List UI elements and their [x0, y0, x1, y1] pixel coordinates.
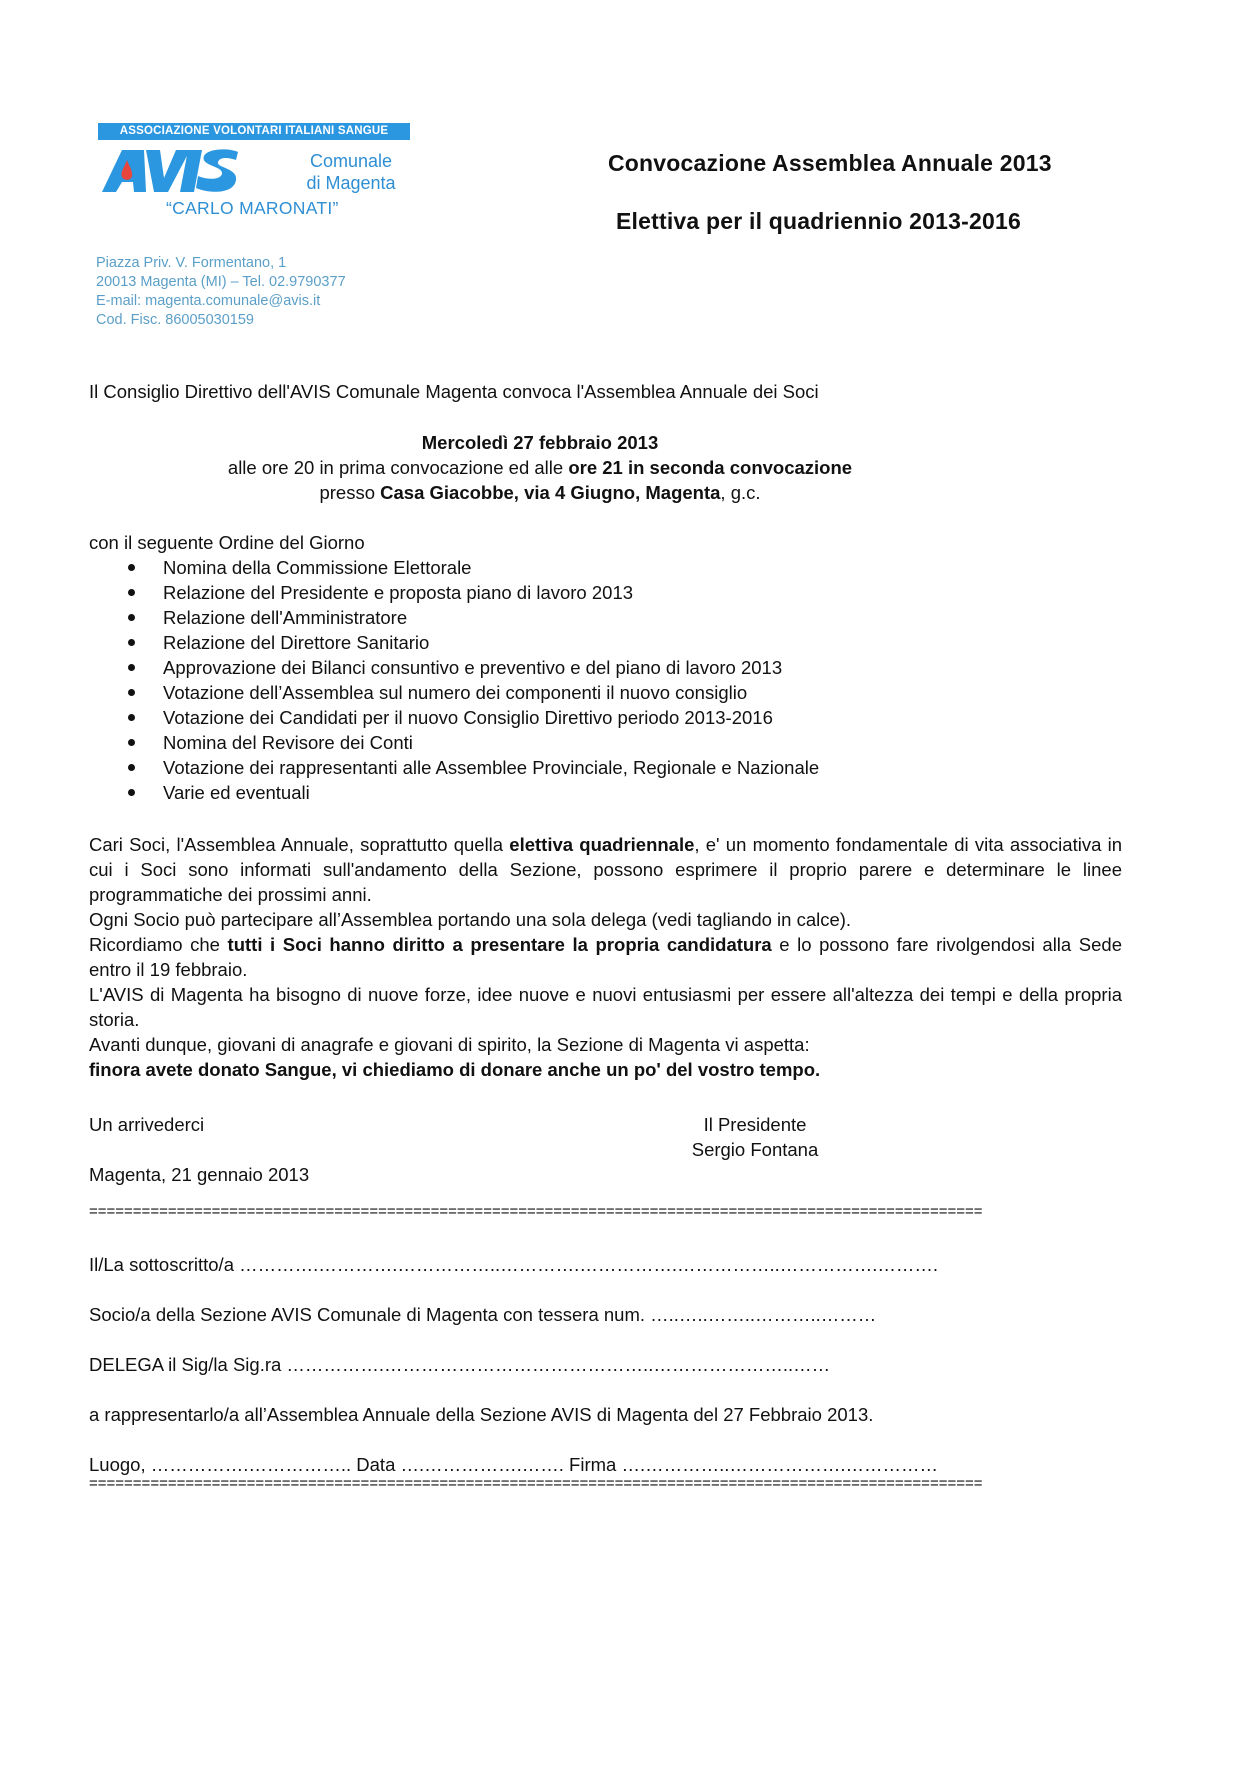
- paragraph-invitation: Avanti dunque, giovani di anagrafe e giovani di spirito, la Sezione di Magenta vi aspetta:: [89, 1034, 810, 1055]
- document-title: Convocazione Assemblea Annuale 2013: [608, 150, 1052, 176]
- meeting-place: presso Casa Giacobbe, via 4 Giugno, Magenta, g.c.: [319, 482, 761, 503]
- meeting-details: [200, 430, 880, 505]
- paragraph-assembly: Cari Soci, l'Assemblea Annuale, soprattutto quella elettiva quadriennale, e' un momento fondamentale di vita associativa in cui i Soci sono informati sull'andamento della Sezione, possono esprimere il proprio parere e determinare le linee programmatiche dei prossimi anni.: [89, 834, 1122, 905]
- bullet-icon: [128, 639, 135, 646]
- bullet-icon: [128, 739, 135, 746]
- bullet-icon: [128, 564, 135, 571]
- bullet-icon: [128, 789, 135, 796]
- address-block: [96, 254, 346, 330]
- bullet-icon: [128, 714, 135, 721]
- agenda-list: [89, 555, 819, 805]
- bullet-icon: [128, 589, 135, 596]
- form-place-date-signature-field[interactable]: Luogo, …………….…………….. Data ….…………….……. Firma ….…………..……………….……………: [89, 1454, 939, 1475]
- agenda-item: Votazione dell’Assemblea sul numero dei componenti il nuovo consiglio: [89, 680, 819, 705]
- form-undersigned-field[interactable]: Il/La sottoscritto/a ………….………….……………..………….…………….……………..…………….……….: [89, 1254, 939, 1275]
- agenda-item: Nomina del Revisore dei Conti: [89, 730, 819, 755]
- paragraph-candidacy: Ricordiamo che tutti i Soci hanno diritto a presentare la propria candidatura e lo possono fare rivolgendosi alla Sede entro il 19 febbraio.: [89, 934, 1122, 980]
- form-delegate-field[interactable]: DELEGA il Sig/la Sig.ra …………….……………………………………..…………………..……: [89, 1354, 831, 1375]
- document-subtitle: Elettiva per il quadriennio 2013-2016: [616, 208, 1021, 234]
- paragraph-closing-appeal: finora avete donato Sangue, vi chiediamo di donare anche un po' del vostro tempo.: [89, 1059, 821, 1080]
- agenda-item: Varie ed eventuali: [89, 780, 819, 805]
- agenda-item: Approvazione dei Bilanci consuntivo e preventivo e del piano di lavoro 2013: [89, 655, 819, 680]
- logo-comunale: Comunale di Magenta: [306, 151, 396, 193]
- letter-body: [89, 832, 1122, 1082]
- address-email[interactable]: E-mail: magenta.comunale@avis.it: [96, 293, 321, 309]
- agenda-intro: con il seguente Ordine del Giorno: [89, 532, 365, 553]
- signature-block: [660, 1112, 850, 1162]
- intro-text: Il Consiglio Direttivo dell'AVIS Comunale Magenta convoca l'Assemblea Annuale dei Soci: [89, 381, 819, 402]
- agenda-item: Nomina della Commissione Elettorale: [89, 555, 819, 580]
- signer-name: Sergio Fontana: [691, 1139, 819, 1160]
- agenda-item: Relazione del Presidente e proposta piano di lavoro 2013: [89, 580, 819, 605]
- bullet-icon: [128, 689, 135, 696]
- form-represent-text: a rappresentarlo/a all’Assemblea Annuale della Sezione AVIS di Magenta del 27 Febbraio 2013.: [89, 1404, 874, 1425]
- separator-bottom: ======================================================================================================: [89, 1475, 983, 1492]
- logo-banner: ASSOCIAZIONE VOLONTARI ITALIANI SANGUE: [98, 123, 410, 140]
- avis-wordmark-icon: [100, 146, 240, 194]
- form-member-card-field[interactable]: Socio/a della Sezione AVIS Comunale di Magenta con tessera num. …..…..……..………..………: [89, 1304, 877, 1325]
- bullet-icon: [128, 764, 135, 771]
- agenda-item: Relazione del Direttore Sanitario: [89, 630, 819, 655]
- signer-title: Il Presidente: [703, 1114, 807, 1135]
- logo-carlo-maronati: “CARLO MARONATI”: [166, 198, 339, 218]
- bullet-icon: [128, 614, 135, 621]
- address-street: Piazza Priv. V. Formentano, 1: [96, 255, 287, 271]
- address-city-phone: 20013 Magenta (MI) – Tel. 02.9790377: [96, 274, 346, 290]
- meeting-time: alle ore 20 in prima convocazione ed alle ore 21 in seconda convocazione: [227, 457, 853, 478]
- bullet-icon: [128, 664, 135, 671]
- agenda-item: Relazione dell'Amministratore: [89, 605, 819, 630]
- paragraph-proxy: Ogni Socio può partecipare all’Assemblea portando una sola delega (vedi tagliando in calce).: [89, 909, 852, 930]
- agenda-item: Votazione dei Candidati per il nuovo Consiglio Direttivo periodo 2013-2016: [89, 705, 819, 730]
- address-tax-code: Cod. Fisc. 86005030159: [96, 312, 254, 328]
- paragraph-new-forces: L'AVIS di Magenta ha bisogno di nuove forze, idee nuove e nuovi entusiasmi per essere all'altezza dei tempi e della propria storia.: [89, 984, 1122, 1030]
- agenda-item: Votazione dei rappresentanti alle Assemblee Provinciale, Regionale e Nazionale: [89, 755, 819, 780]
- separator-top: ======================================================================================================: [89, 1203, 983, 1220]
- meeting-date: Mercoledì 27 febbraio 2013: [421, 432, 659, 453]
- greeting: Un arrivederci: [89, 1114, 205, 1135]
- place-date: Magenta, 21 gennaio 2013: [89, 1164, 310, 1185]
- avis-logo: [96, 120, 416, 230]
